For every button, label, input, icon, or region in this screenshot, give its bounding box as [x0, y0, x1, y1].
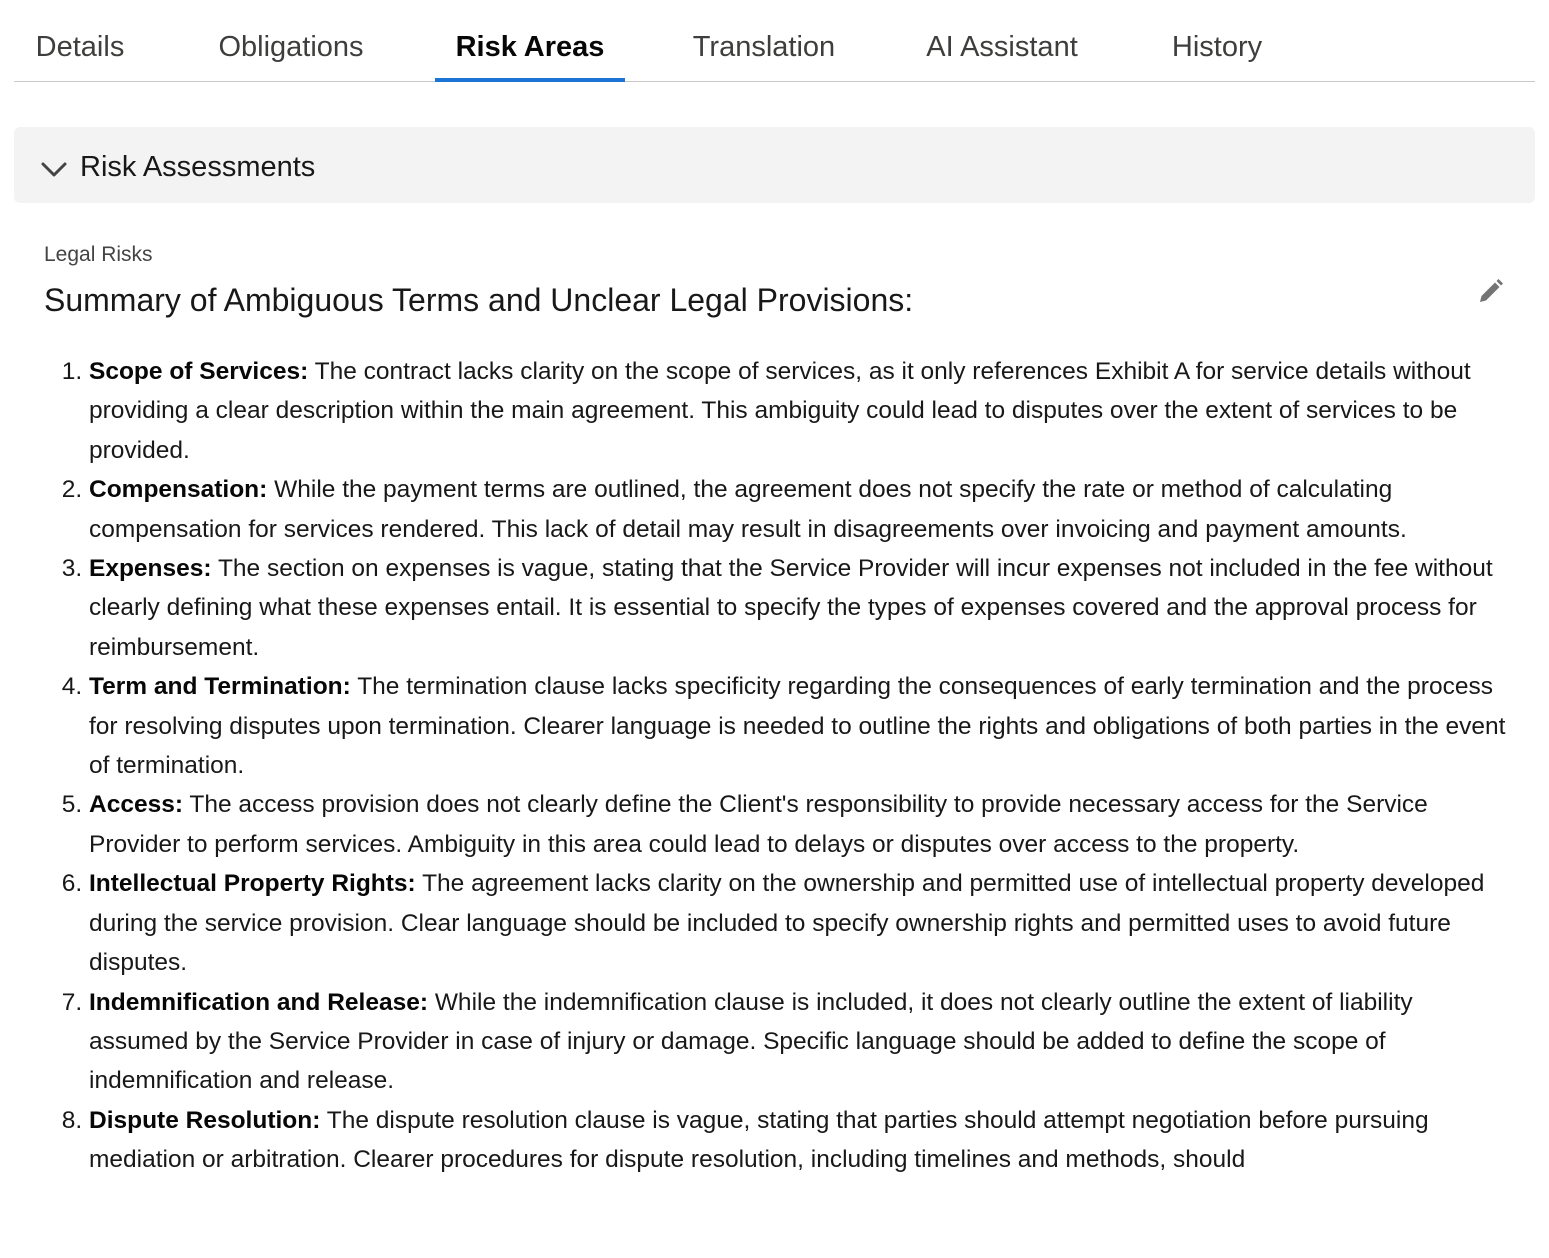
content-heading: Summary of Ambiguous Terms and Unclear Legal Provisions:	[44, 282, 914, 318]
risk-title: Intellectual Property Rights:	[89, 870, 416, 898]
risk-list	[44, 352, 1509, 1180]
risk-text: The section on expenses is vague, stating that the Service Provider will incur expenses not included in the fee without clearly defining what these expenses entail. It is essential to specify the types of expenses covered and the approval process for reimbursement.	[89, 555, 1493, 661]
risk-title: Dispute Resolution:	[89, 1106, 321, 1134]
risk-title: Access:	[89, 791, 183, 819]
list-item	[89, 983, 1509, 1101]
tab-details[interactable]: Details	[35, 31, 125, 63]
list-item	[89, 667, 1509, 785]
risk-title: Expenses:	[89, 555, 212, 583]
field-label: Legal Risks	[44, 243, 153, 266]
tab-translation[interactable]: Translation	[692, 31, 836, 63]
risk-text: The access provision does not clearly define the Client's responsibility to provide necessary access for the Service Provider to perform services. Ambiguity in this area could lead to delays or disputes over access to the property.	[89, 791, 1428, 858]
risk-text: While the indemnification clause is included, it does not clearly outline the extent of liability assumed by the Service Provider in case of injury or damage. Specific language should be added to define the scope of indemnification and release.	[89, 988, 1413, 1095]
chevron-down-icon	[40, 155, 68, 183]
tab-obligations[interactable]: Obligations	[218, 31, 364, 63]
list-item	[89, 470, 1509, 549]
risk-text: While the payment terms are outlined, the agreement does not specify the rate or method of calculating compensation for services rendered. This lack of detail may result in disagreements over invoicing and payment amounts.	[89, 476, 1407, 543]
risk-text: The termination clause lacks specificity regarding the consequences of early termination and the process for resolving disputes upon termination. Clearer language is needed to outline the rights and obligations of both parties in the event of termination.	[89, 673, 1506, 780]
list-item	[89, 1101, 1509, 1180]
risk-assessments-section-toggle[interactable]	[14, 127, 1535, 203]
risk-text: The contract lacks clarity on the scope of services, as it only references Exhibit A for service details without providing a clear description within the main agreement. This ambiguity could lead to disputes over the extent of services to be provided.	[89, 358, 1471, 464]
risk-text: The agreement lacks clarity on the ownership and permitted use of intellectual property developed during the service provision. Clear language should be included to specify ownership rights and permitted uses to avoid future disputes.	[89, 870, 1485, 977]
list-item	[89, 785, 1509, 864]
list-item	[89, 549, 1509, 667]
risk-text: The dispute resolution clause is vague, stating that parties should attempt negotiation before pursuing mediation or arbitration. Clearer procedures for dispute resolution, including timelines and methods, should	[89, 1106, 1429, 1174]
pencil-icon[interactable]	[1476, 278, 1504, 306]
risk-title: Indemnification and Release:	[89, 988, 428, 1016]
tab-risk-areas[interactable]: Risk Areas	[435, 0, 625, 82]
tab-ai-assistant[interactable]: AI Assistant	[926, 31, 1078, 63]
tab-bar	[14, 0, 1535, 82]
list-item	[89, 352, 1509, 470]
risk-title: Compensation:	[89, 476, 268, 504]
list-item	[89, 864, 1509, 982]
risk-title: Term and Termination:	[89, 673, 351, 701]
tab-history[interactable]: History	[1171, 31, 1263, 63]
risk-title: Scope of Services:	[89, 358, 309, 385]
section-title: Risk Assessments	[80, 151, 316, 183]
